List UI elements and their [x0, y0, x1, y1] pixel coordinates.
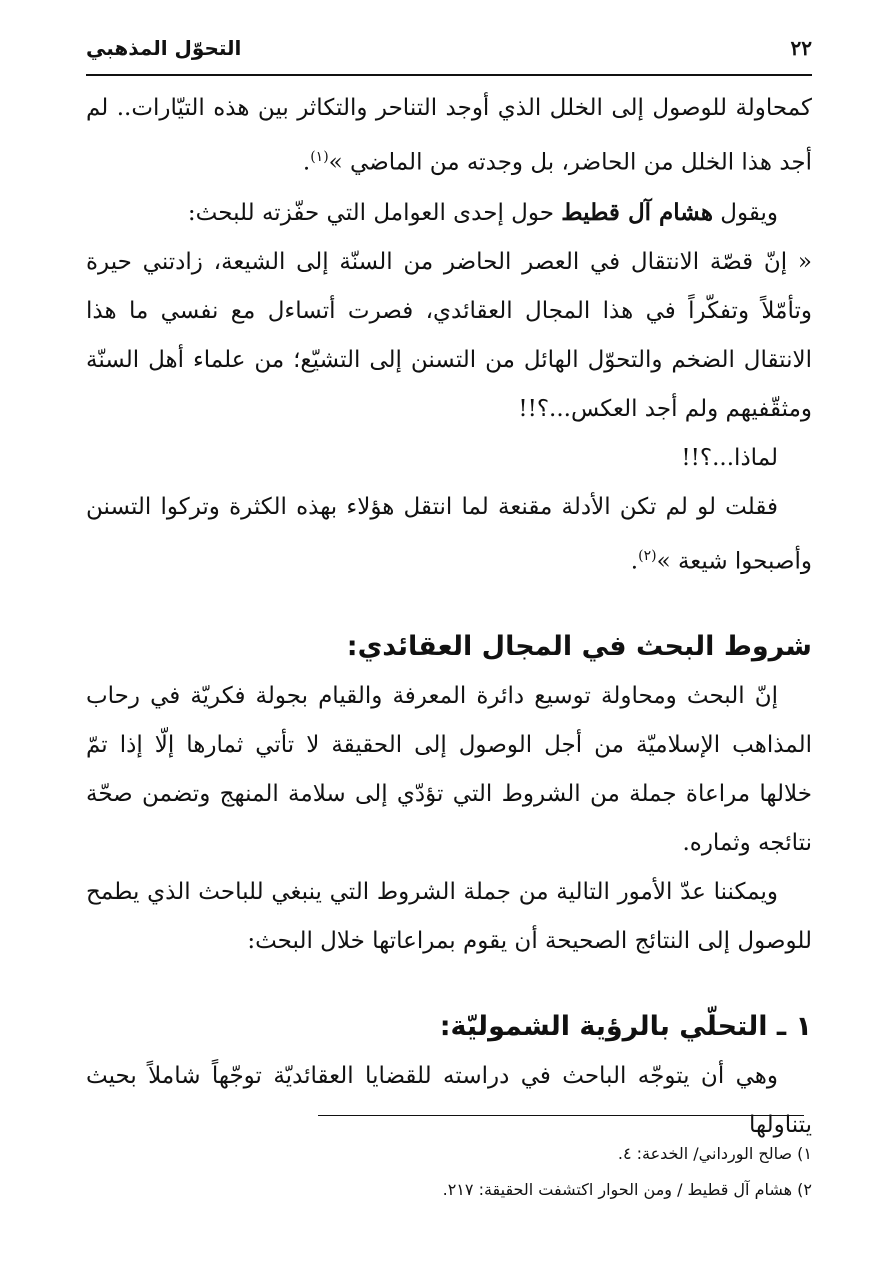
intro-quote-suffix: حول إحدى العوامل التي حفّزته للبحث: — [187, 199, 562, 226]
section-heading-comprehensive-view: ١ ـ التحلّي بالرؤية الشموليّة: — [439, 1011, 812, 1043]
footnote-2: ٢) هشام آل قطيط / ومن الحوار اكتشفت الحقيقة: ٢١٧. — [442, 1180, 812, 1199]
quote-continuation-text: كمحاولة للوصول إلى الخلل الذي أوجد التناحر والتكاثر بين هذه التيّارات.. لم أجد هذا الخلل من الحاضر، بل وجدته من الماضي » — [86, 95, 812, 176]
paragraph-research-intro: إنّ البحث ومحاولة توسيع دائرة المعرفة والقيام بجولة فكريّة في رحاب المذاهب الإسلاميّة من أجل الوصول إلى الحقيقة لا تأتي ثمارها إلّا إذا تمّ خلالها مراعاة جملة من الشروط التي تؤدّي إلى سلامة المنهج وتضمن صحّة نتائجه وثماره. — [86, 683, 812, 857]
paragraph-conditions-list-intro: ويمكننا عدّ الأمور التالية من جملة الشروط التي ينبغي للباحث الذي يطمح للوصول إلى النتائج الصحيحة أن يقوم بمراعاتها خلال البحث: — [86, 879, 812, 955]
running-title: التحوّل المذهبي — [86, 36, 242, 60]
conclusion-end: . — [630, 548, 639, 575]
conclusion-text: فقلت لو لم تكن الأدلة مقنعة لما انتقل هؤلاء بهذه الكثرة وتركوا التسنن وأصبحوا شيعة » — [86, 493, 812, 575]
paragraph-quote-continuation — [86, 84, 812, 188]
paragraph-intro-quote — [86, 188, 812, 238]
footnote-ref-1: (١) — [310, 149, 329, 165]
intro-quote-prefix: ويقول — [712, 199, 778, 226]
footnote-1: ١) صالح الورداني/ الخدعة: ٤. — [617, 1144, 812, 1163]
footnote-ref-2: (٢) — [638, 547, 657, 564]
paragraph-why: لماذا...؟!! — [681, 444, 778, 471]
footnote-divider — [318, 1115, 804, 1116]
page-header — [86, 30, 812, 76]
paragraph-quote: « إنّ قصّة الانتقال في العصر الحاضر من السنّة إلى الشيعة، زادتني حيرة وتأمّلاً وتفكّراً في هذا المجال العقائدي، فصرت أتساءل مع نفسي ما هذا الانتقال الضخم والتحوّل الهائل من التسنن إلى التشيّع؛ من علماء أهل السنّة ومثقّفيهم ولم أجد العكس...؟!! — [86, 248, 812, 422]
paragraph-conclusion — [86, 483, 812, 587]
paragraph-comprehensive-view: وهي أن يتوجّه الباحث في دراسته للقضايا العقائديّة توجّهاً شاملاً بحيث يتناولها — [86, 1063, 812, 1139]
page-number: ٢٢ — [790, 36, 812, 60]
body-text — [86, 84, 812, 1150]
footnotes — [86, 1136, 812, 1208]
section-heading-research-conditions: شروط البحث في المجال العقائدي: — [346, 631, 812, 663]
author-name: هشام آل قطيط — [561, 198, 713, 226]
quote-continuation-end: . — [302, 149, 311, 176]
